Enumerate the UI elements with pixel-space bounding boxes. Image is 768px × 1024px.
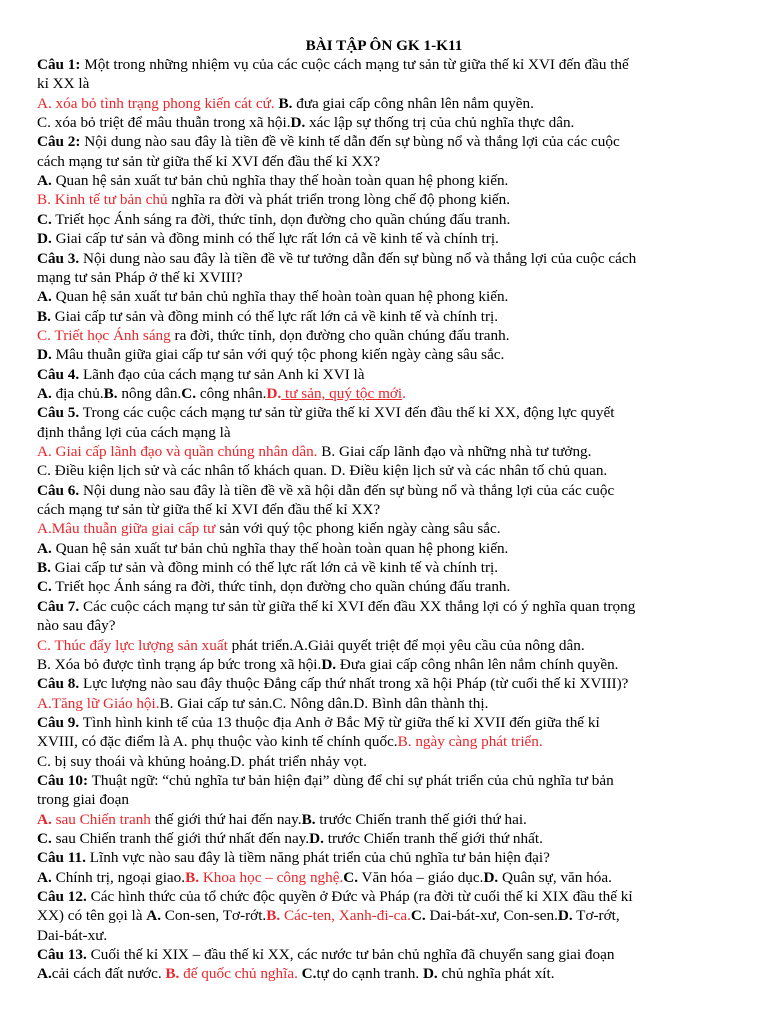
text-line [37,906,760,925]
text-line [37,790,760,809]
highlighted-answer: B. [185,868,200,886]
text-segment: sau Chiến tranh thế giới thứ nhất đến nay. [51,830,310,847]
text-segment: Quan hệ sản xuất tư bản chủ nghĩa thay thế hoàn toàn quan hệ phong kiến. [51,288,509,306]
text-segment: C. Điều kiện lịch sử và các nhân tố khách quan. D. Điều kiện lịch sử và các nhân tố chủ quan. [37,462,608,480]
text-segment: Nội dung nào sau đây là tiền đề về tư tưởng dẫn đến sự bùng nổ và thắng lợi của cuộc cách [79,249,637,267]
text-segment: D. [309,830,324,847]
text-segment: Quân sự, văn hóa. [498,868,612,886]
text-segment: Câu 6. [37,481,80,499]
text-segment: Các hình thức của tổ chức độc quyền ở Đức và Pháp (ra đời từ cuối thế kỉ XIX đầu thế kỉ [86,888,633,906]
text-segment: B. [278,94,293,112]
text-segment: trước Chiến tranh thế giới thứ nhất. [323,830,543,847]
text-line [37,345,760,364]
text-segment: A. [37,965,52,983]
text-line [37,307,760,326]
text-segment: Chính trị, ngoại giao. [51,868,186,886]
text-segment: B. Xóa bỏ được tình trạng áp bức trong xã hội. [37,655,322,673]
text-segment: D. [290,114,306,132]
text-line [37,365,760,384]
text-segment: B. Giai cấp lãnh đạo và những nhà tư tưởng. [317,443,592,460]
text-segment: Câu 1: [37,56,81,73]
text-segment: xác lập sự thống trị của chủ nghĩa thực dân. [305,114,575,132]
text-segment: D. [557,907,573,925]
text-segment: A. [37,172,52,190]
text-segment: chủ nghĩa phát xít. [437,965,555,983]
text-segment: Trong các cuộc cách mạng tư sản từ giữa thế kỉ XVI đến đầu thế kỉ XX, động lực quyết [79,404,615,422]
text-line [37,636,760,655]
text-segment: Câu 11. [37,849,86,867]
text-segment: D. [37,230,52,248]
text-line [37,771,760,790]
text-segment: Câu 7. [37,597,80,615]
text-segment: nào sau đây? [37,617,116,635]
text-segment: A. [37,384,52,402]
text-line [37,249,760,268]
text-segment: C. [343,868,359,886]
text-line [37,190,760,209]
text-segment: Giai cấp tư sản và đồng minh có thế lực rất lớn cả về kinh tế và chính trị. [51,230,499,248]
text-segment: Đưa giai cấp công nhân lên nắm chính quyền. [336,655,619,673]
text-segment: Câu 8. [37,675,80,693]
text-segment: Nội dung nào sau đây là tiền đề về xã hội dẫn đến sự bùng nổ và thắng lợi của các cuộc [79,481,615,499]
highlighted-answer: A.Mâu thuẫn giữa giai cấp tư [37,520,216,538]
text-line [37,597,760,616]
highlighted-answer: Khoa học – công nghệ. [199,868,344,886]
text-line [37,926,760,945]
text-segment: đưa giai cấp công nhân lên nắm quyền. [292,94,534,112]
text-line [37,887,760,906]
text-line [37,152,760,171]
text-segment: cách mạng tư sản từ giữa thế kỉ XVI đến đầu thế kỉ XX? [37,501,381,519]
text-line [37,713,760,732]
text-line [37,810,760,829]
text-line [37,868,760,887]
text-segment: Câu 3. [37,249,80,267]
text-segment: kỉ XX là [37,75,90,93]
text-segment: Tơ-rớt, [572,907,620,925]
text-segment: A. [37,539,52,557]
text-segment: C. bị suy thoái và khủng hoảng.D. phát triển nhảy vọt. [37,752,367,770]
text-segment: Thuật ngữ: “chủ nghĩa tư bản hiện đại” dùng để chỉ sự phát triển của chủ nghĩa tư bản [88,771,614,789]
text-segment: Triết học Ánh sáng ra đời, thức tỉnh, dọn đường cho quần chúng đấu tranh. [51,210,511,228]
text-segment: Câu 9. [37,713,80,731]
highlighted-answer: A. [37,810,52,828]
text-line [37,423,760,442]
text-segment: Dai-bát-xư, Con-sen. [425,907,558,925]
text-segment: A. [37,868,52,886]
text-segment: Câu 5. [37,404,80,422]
text-line [37,945,760,964]
highlighted-answer: Các-ten, Xanh-đi-ca. [280,907,411,925]
highlighted-answer: B. ngày càng phát triển. [397,733,543,751]
text-segment: B. [103,384,118,402]
text-segment: Câu 12. [37,888,87,906]
text-line [37,326,760,345]
text-line [37,500,760,519]
text-line [37,55,760,74]
text-segment: ra đời, thức tỉnh, dọn đường cho quần chúng đấu tranh. [170,326,510,344]
text-segment: công nhân. [196,384,267,402]
text-segment: Nội dung nào sau đây là tiền đề về kinh tế dẫn đến sự bùng nổ và thắng lợi của các cuộc [80,133,620,151]
text-line [37,829,760,848]
text-segment: Câu 13. [37,946,87,964]
text-line [37,655,760,674]
text-segment: Dai-bát-xư. [37,926,108,944]
text-segment: định thắng lợi của cách mạng là [37,423,231,441]
text-line [37,461,760,480]
text-segment: Quan hệ sản xuất tư bản chủ nghĩa thay thế hoàn toàn quan hệ phong kiến. [51,172,509,190]
text-line [37,577,760,596]
text-line [37,732,760,751]
text-line [37,229,760,248]
text-segment: B. [37,307,51,325]
text-segment: Mâu thuẫn giữa giai cấp tư sản với quý tộc phong kiến ngày càng sâu sắc. [51,346,505,364]
highlighted-answer: . [402,384,406,402]
highlighted-answer: B. Kinh tế tư bản chủ [37,191,168,209]
text-segment: Giai cấp tư sản và đồng minh có thế lực rất lớn cả về kinh tế và chính trị. [50,307,499,325]
text-segment: B. [37,559,51,577]
text-segment: trước Chiến tranh thế giới thứ hai. [315,810,527,828]
text-line [37,74,760,93]
text-segment: C. [301,965,317,983]
text-segment: B. [301,810,316,828]
text-segment: A. [37,288,52,306]
text-segment: thế giới thứ hai đến nay. [150,810,302,828]
highlighted-answer: A. xóa bỏ tình trạng phong kiến cát cứ. [37,94,275,112]
text-segment: Câu 4. [37,365,80,383]
text-segment: Văn hóa – giáo dục. [358,868,484,886]
highlighted-answer: C. Triết học Ánh sáng [37,326,171,344]
text-line [37,94,760,113]
text-segment: Con-sen, Tơ-rớt. [161,907,267,925]
text-line [37,674,760,693]
text-line [37,964,760,983]
text-line [37,752,760,771]
text-line [37,403,760,422]
text-line [37,210,760,229]
text-segment: trong giai đoạn [37,791,129,809]
text-segment: A. [146,907,161,925]
text-segment: C. xóa bỏ triệt để mâu thuẫn trong xã hội. [37,114,291,132]
highlighted-answer: D. [266,384,282,402]
text-segment: sản với quý tộc phong kiến ngày càng sâu sắc. [215,520,501,538]
text-line [37,848,760,867]
text-segment: Các cuộc cách mạng tư sản từ giữa thế kỉ XVI đến đầu XX thắng lợi có ý nghĩa quan trọng [79,597,636,615]
text-line [37,442,760,461]
text-segment: nông dân. [117,384,182,402]
text-segment: XVIII, có đặc điểm là A. phụ thuộc vào kinh tế chính quốc. [37,733,398,751]
text-segment: D. [321,655,337,673]
text-segment: C. [37,578,52,596]
text-segment: Triết học Ánh sáng ra đời, thức tỉnh, dọn đường cho quần chúng đấu tranh. [51,578,511,596]
text-segment: Lãnh đạo của cách mạng tư sản Anh kỉ XVI là [79,365,365,383]
text-segment: mạng tư sản Pháp ở thế kỉ XVIII? [37,268,243,286]
text-line [37,384,760,403]
text-line [37,268,760,287]
text-segment: D. [483,868,499,886]
page-title: BÀI TẬP ÔN GK 1-K11 [305,37,463,54]
text-segment: C. [410,907,426,925]
text-segment: D. [37,346,52,364]
highlighted-answer: đế quốc chủ nghĩa. [179,965,298,983]
text-line [37,132,760,151]
text-segment: Cuối thế kỉ XIX – đầu thế kỉ XX, các nước tư bản chủ nghĩa đã chuyển sang giai đoạn [86,946,615,964]
text-segment: Câu 10: [37,771,89,789]
text-line [37,171,760,190]
text-segment: Lĩnh vực nào sau đây là tiềm năng phát triển của chủ nghĩa tư bản hiện đại? [85,849,550,867]
text-segment: phát triển.A.Giải quyết triệt để mọi yêu cầu của nông dân. [227,636,585,654]
text-segment: C. [37,210,52,228]
highlighted-answer: A.Tăng lữ Giáo hội. [37,694,160,712]
highlighted-answer: A. Giai cấp lãnh đạo và quần chúng nhân dân. [37,443,318,460]
text-segment: Lực lượng nào sau đây thuộc Đẳng cấp thứ nhất trong xã hội Pháp (từ cuối thế kỉ XVIII)? [79,675,629,693]
text-segment: cách mạng tư sản từ giữa thế kỉ XVI đến đầu thế kỉ XX? [37,152,381,170]
text-line [37,481,760,500]
text-line [37,113,760,132]
highlighted-answer: C. Thúc đẩy lực lượng sản xuất [37,636,228,654]
text-line [37,558,760,577]
text-line [37,616,760,635]
text-segment: Câu 2: [37,133,81,151]
text-segment: Một trong những nhiệm vụ của các cuộc cách mạng tư sản từ giữa thế kỉ XVI đến đầu thế [80,56,629,73]
text-line [37,694,760,713]
text-line [37,519,760,538]
text-segment: Tình hình kinh tế của 13 thuộc địa Anh ở Bắc Mỹ từ giữa thế kỉ XVII đến giữa thế kỉ [79,713,600,731]
text-segment: C. [181,384,197,402]
highlighted-answer: sau Chiến tranh [51,810,151,828]
text-segment: D. [422,965,438,983]
text-segment: Giai cấp tư sản và đồng minh có thế lực rất lớn cả về kinh tế và chính trị. [50,559,499,577]
text-segment: XX) có tên gọi là [37,907,147,925]
text-segment: cải cách đất nước. [51,965,166,983]
highlighted-answer: tư sản, quý tộc mới [281,384,403,402]
text-segment: địa chủ. [51,384,104,402]
highlighted-answer: B. [266,907,281,925]
text-segment: nghĩa ra đời và phát triển trong lòng chế độ phong kiến. [167,191,511,209]
text-line [37,539,760,558]
highlighted-answer: B. [165,965,180,983]
text-segment: B. Giai cấp tư sản.C. Nông dân.D. Bình dân thành thị. [159,694,489,712]
text-segment: Quan hệ sản xuất tư bản chủ nghĩa thay thế hoàn toàn quan hệ phong kiến. [51,539,509,557]
text-segment: tự do cạnh tranh. [316,965,423,983]
text-segment: C. [37,830,52,847]
text-line [37,287,760,306]
